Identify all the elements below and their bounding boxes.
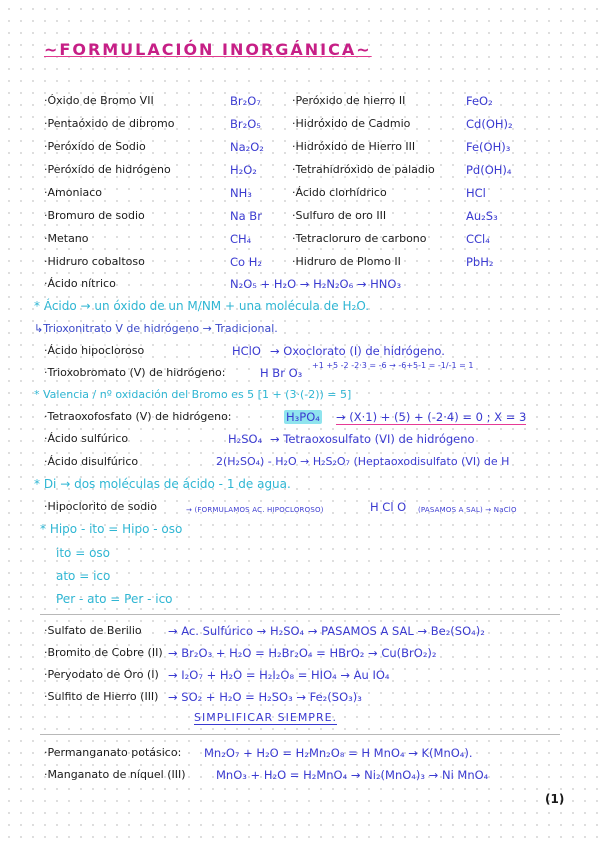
compound-row: ·Peróxido de hierro II — [292, 94, 406, 107]
formula: FeO₂ — [466, 94, 493, 108]
rule-per: Per - ato = Per - ico — [56, 592, 173, 606]
sal-name: ·Sulfato de Berilio — [44, 624, 142, 637]
tetraoxofosfato-formula-wrap — [284, 410, 322, 424]
formula: H₂O₂ — [230, 163, 257, 177]
sulfurico-desc: → Tetraoxosulfato (VI) de hidrógeno — [270, 432, 475, 446]
simplificar-note: SIMPLIFICAR SIEMPRE. — [194, 711, 338, 724]
compound-row: ·Óxido de Bromo VII — [44, 94, 154, 107]
note-acido: * Ácido → un óxido de un M/NM + una molécula de H₂O. — [34, 299, 370, 313]
disulfurico-name: ·Ácido disulfúrico — [44, 455, 139, 468]
rule-ito: ito = oso — [56, 546, 110, 560]
formula: Au₂S₃ — [466, 209, 498, 223]
formula: Co H₂ — [230, 255, 262, 269]
tetraoxofosfato-formula: H₃PO₄ — [286, 410, 320, 424]
tetraoxofosfato-calc: → (X·1) + (5) + (-2·4) = 0 ; X = 3 — [336, 410, 527, 424]
sulfurico-formula: H₂SO₄ — [228, 432, 263, 446]
compound-row: ·Metano — [44, 232, 89, 245]
formula: NH₃ — [230, 186, 252, 200]
hipoclorito-post: (PASAMOS A SAL) → NaClO — [418, 506, 517, 514]
acido-nitrico-eq: N₂O₅ + H₂O → H₂N₂O₆ → HNO₃ — [230, 277, 402, 291]
compound-row: ·Hidruro de Plomo II — [292, 255, 401, 268]
formula: Br₂O₇ — [230, 94, 261, 108]
formula: CCl₄ — [466, 232, 490, 246]
rule-ato: ato = ico — [56, 569, 111, 583]
sal-eq: → I₂O₇ + H₂O = H₂I₂O₈ = HIO₄ → Au IO₄ — [168, 668, 390, 682]
compound-row: ·Hidróxido de Hierro III — [292, 140, 416, 153]
trioxobromato-formula: H Br O₃ — [260, 366, 303, 380]
note-di: * Di → dos moléculas de ácido - 1 de agua. — [34, 477, 291, 491]
page-number: (1) — [545, 792, 565, 806]
permanganato-eq: Mn₂O₇ + H₂O = H₂Mn₂O₈ = H MnO₄ → K(MnO₄). — [204, 746, 473, 760]
manganato-eq: MnO₃ + H₂O = H₂MnO₄ → Ni₂(MnO₄)₃ → Ni MnO₄ — [216, 768, 489, 782]
compound-row: ·Peróxido de hidrógeno — [44, 163, 171, 176]
hipocloroso-desc: → Oxoclorato (I) de hidrógeno. — [270, 344, 445, 358]
formula: Na Br — [230, 209, 262, 223]
note-trioxo: ↳Trioxonitrato V de hidrógeno → Tradicional. — [34, 322, 278, 335]
page-title: ~FORMULACIÓN INORGÁNICA~ — [44, 40, 372, 59]
compound-row: ·Tetracloruro de carbono — [292, 232, 427, 245]
compound-row: ·Hidróxido de Cadmio — [292, 117, 411, 130]
formula: Cd(OH)₂ — [466, 117, 513, 131]
tetraoxofosfato-name: ·Tetraoxofosfato (V) de hidrógeno: — [44, 410, 232, 423]
simplificar-wrap — [194, 711, 337, 725]
hipoclorito-formula: H Cl O — [370, 500, 407, 514]
sal-name: ·Bromito de Cobre (II) — [44, 646, 163, 659]
compound-row: ·Ácido clorhídrico — [292, 186, 387, 199]
sal-eq: → Br₂O₃ + H₂O = H₂Br₂O₄ = HBrO₂ → Cu(BrO₂)₂ — [168, 646, 437, 660]
rule-hipo: * Hipo - ito = Hipo - oso — [40, 522, 183, 536]
formula: Na₂O₂ — [230, 140, 264, 154]
tetraoxofosfato-calc-wrap — [336, 410, 526, 424]
formula: Br₂O₅ — [230, 117, 261, 131]
compound-row: ·Sulfuro de oro III — [292, 209, 387, 222]
compound-row: ·Amoniaco — [44, 186, 103, 199]
compound-row: ·Peróxido de Sodio — [44, 140, 146, 153]
acido-nitrico-name: ·Ácido nítrico — [44, 277, 116, 290]
note-valencia: * Valencia / nº oxidación del Bromo es 5 [1 + (3·(-2)) = 5] — [34, 388, 352, 401]
formula: CH₄ — [230, 232, 252, 246]
formula: Pd(OH)₄ — [466, 163, 512, 177]
trioxobromato-calc: +1 +5 -2 -2·3 = -6 → -6+5-1 = -1/-1 = 1 — [312, 361, 474, 370]
sal-eq: → SO₂ + H₂O = H₂SO₃ → Fe₂(SO₃)₃ — [168, 690, 362, 704]
hipoclorito-pre: → (FORMULAMOS AC. HIPOCLOROSO) — [186, 506, 324, 514]
disulfurico-eq: 2(H₂SO₄) - H₂O → H₂S₂O₇ (Heptaoxodisulfato (VI) de H — [216, 455, 510, 468]
sal-name: ·Peryodato de Oro (I) — [44, 668, 159, 681]
manganato-name: ·Manganato de níquel (III) — [44, 768, 186, 781]
compound-row: ·Bromuro de sodio — [44, 209, 145, 222]
hipoclorito-name: ·Hipoclorito de sodio — [44, 500, 157, 513]
sal-name: ·Sulfito de Hierro (III) — [44, 690, 159, 703]
formula: Fe(OH)₃ — [466, 140, 511, 154]
hipocloroso-formula: HClO — [232, 344, 261, 358]
formula: PbH₂ — [466, 255, 494, 269]
sal-eq: → Ac. Sulfúrico → H₂SO₄ → PASAMOS A SAL → Be₂(SO₄)₂ — [168, 624, 485, 638]
permanganato-name: ·Permanganato potásico: — [44, 746, 182, 759]
compound-row: ·Pentaóxido de dibromo — [44, 117, 175, 130]
compound-row: ·Tetrahidróxido de paladio — [292, 163, 435, 176]
compound-row: ·Hidruro cobaltoso — [44, 255, 145, 268]
formula: HCl — [466, 186, 486, 200]
trioxobromato-name: ·Trioxobromato (V) de hidrógeno: — [44, 366, 226, 379]
sulfurico-name: ·Ácido sulfúrico — [44, 432, 129, 445]
divider — [40, 614, 560, 615]
hipocloroso-name: ·Ácido hipocloroso — [44, 344, 145, 357]
divider — [40, 734, 560, 735]
